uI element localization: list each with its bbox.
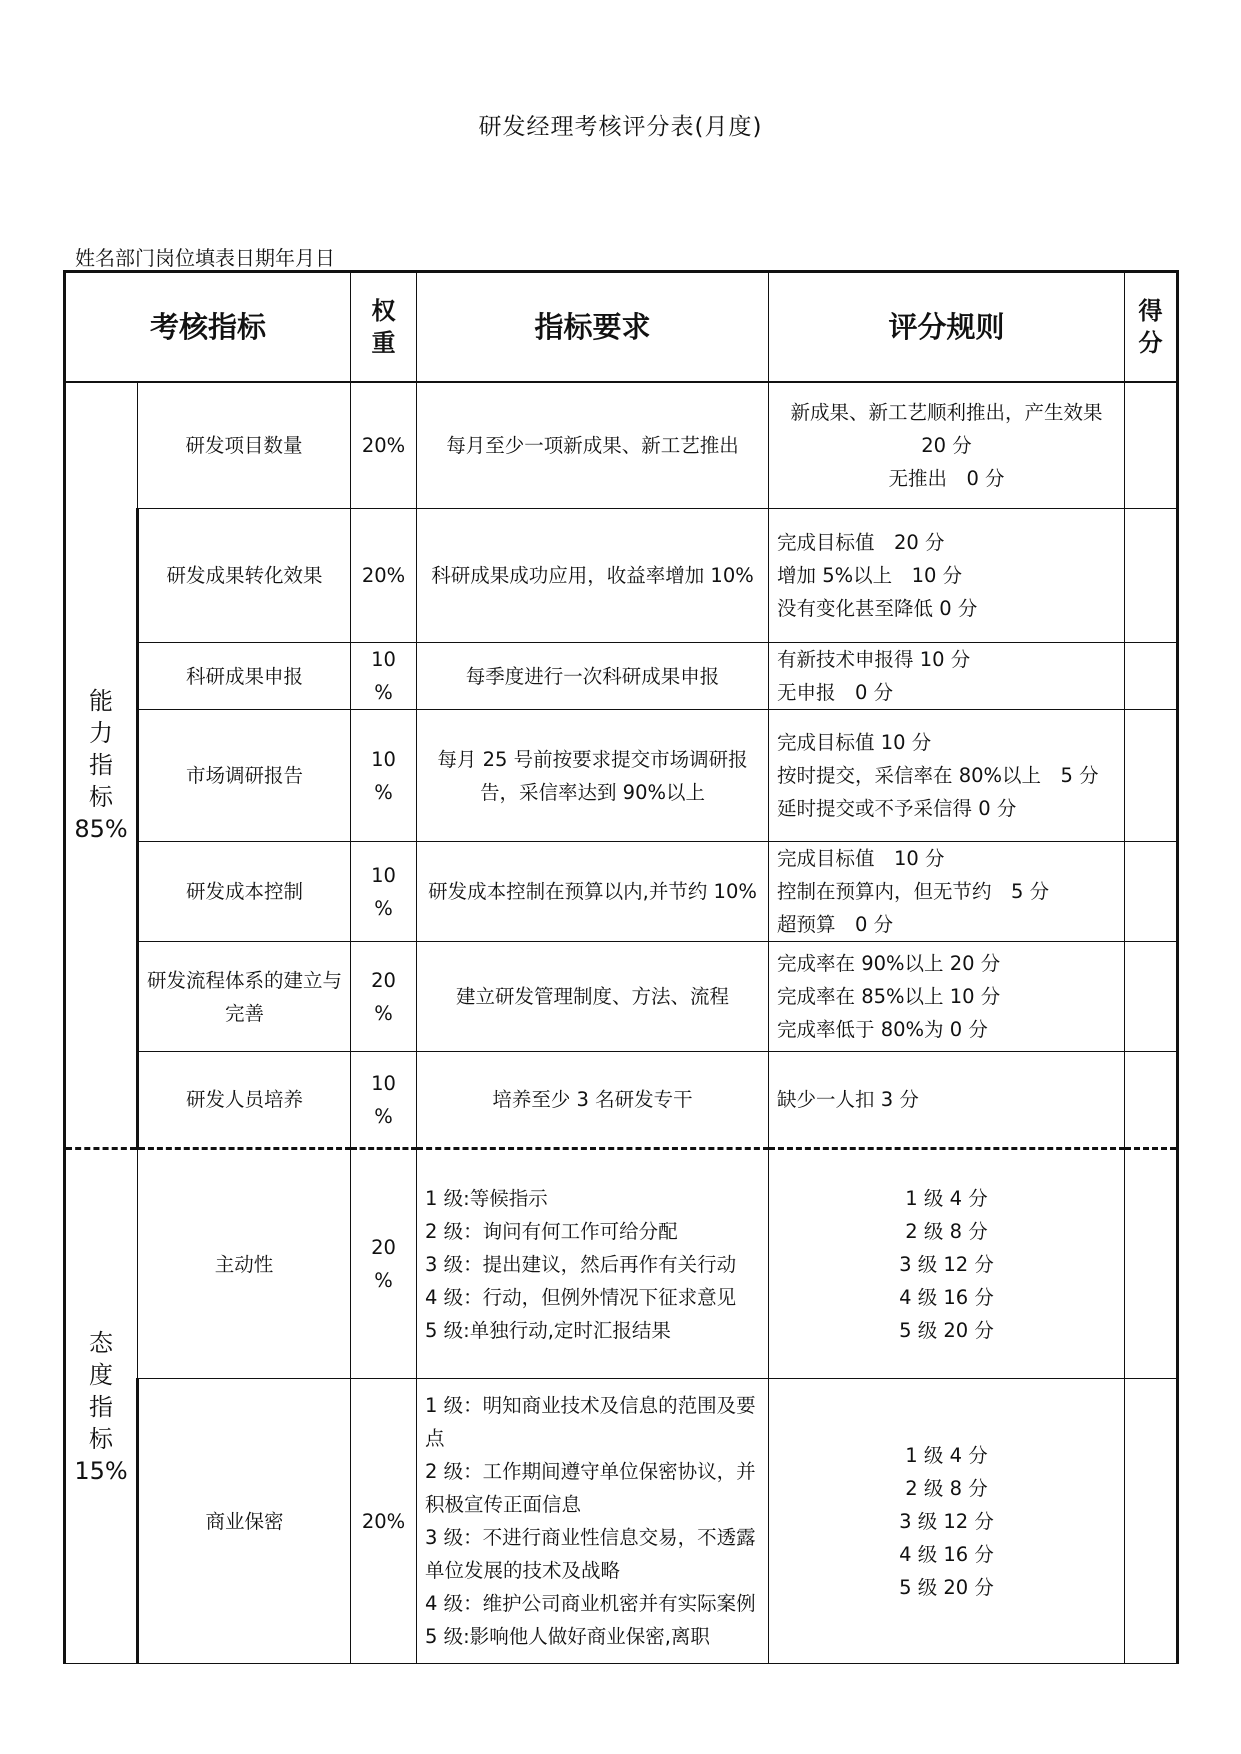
- indicator-name: 研发成果转化效果: [138, 509, 351, 643]
- scoring-rules: 新成果、新工艺顺利推出，产生效果 20 分 无推出 0 分: [769, 382, 1125, 509]
- indicator-weight: 20 %: [351, 1149, 417, 1379]
- table-row: [65, 1052, 1178, 1149]
- indicator-name: 研发人员培养: [138, 1052, 351, 1149]
- indicator-requirement: 1 级:等候指示 2 级：询问有何工作可给分配 3 级：提出建议，然后再作有关行动 4 级：行动，但例外情况下征求意见 5 级:单独行动,定时汇报结果: [417, 1149, 769, 1379]
- score-cell[interactable]: [1125, 509, 1178, 643]
- scoring-rules: 完成率在 90%以上 20 分 完成率在 85%以上 10 分 完成率低于 80%为 0 分: [769, 942, 1125, 1052]
- indicator-requirement: 每月至少一项新成果、新工艺推出: [417, 382, 769, 509]
- indicator-name: 研发流程体系的建立与完善: [138, 942, 351, 1052]
- indicator-weight: 10 %: [351, 842, 417, 942]
- indicator-name: 科研成果申报: [138, 643, 351, 710]
- indicator-weight: 20 %: [351, 942, 417, 1052]
- indicator-weight: 10 %: [351, 643, 417, 710]
- indicator-name: 研发项目数量: [138, 382, 351, 509]
- header-requirement: 指标要求: [417, 272, 769, 382]
- category-attitude: 态 度 指 标 15%: [65, 1149, 138, 1664]
- scoring-rules: 有新技术申报得 10 分 无申报 0 分: [769, 643, 1125, 710]
- assessment-table: [63, 270, 1179, 1664]
- indicator-name: 市场调研报告: [138, 710, 351, 842]
- indicator-name: 研发成本控制: [138, 842, 351, 942]
- category-ability: 能 力 指 标 85%: [65, 382, 138, 1149]
- indicator-requirement: 1 级：明知商业技术及信息的范围及要点 2 级：工作期间遵守单位保密协议，并积极宣传正面信息 3 级：不进行商业性信息交易，不透露单位发展的技术及战略 4 级：维护公司商业机密并有实际案例 5 级:影响他人做好商业保密,离职: [417, 1379, 769, 1664]
- table-row: [65, 1149, 1178, 1379]
- table-row: [65, 1379, 1178, 1664]
- score-cell[interactable]: [1125, 842, 1178, 942]
- scoring-rules: 完成目标值 20 分 增加 5%以上 10 分 没有变化甚至降低 0 分: [769, 509, 1125, 643]
- indicator-requirement: 建立研发管理制度、方法、流程: [417, 942, 769, 1052]
- document-title: 研发经理考核评分表(月度): [478, 114, 763, 140]
- scoring-rules: 完成目标值 10 分 控制在预算内，但无节约 5 分 超预算 0 分: [769, 842, 1125, 942]
- score-cell[interactable]: [1125, 643, 1178, 710]
- score-cell[interactable]: [1125, 382, 1178, 509]
- indicator-requirement: 每季度进行一次科研成果申报: [417, 643, 769, 710]
- scoring-rules: 1 级 4 分 2 级 8 分 3 级 12 分 4 级 16 分 5 级 20 分: [769, 1149, 1125, 1379]
- scoring-rules: 1 级 4 分 2 级 8 分 3 级 12 分 4 级 16 分 5 级 20 分: [769, 1379, 1125, 1664]
- score-cell[interactable]: [1125, 1052, 1178, 1149]
- table-header-row: [65, 272, 1178, 382]
- scoring-rules: 缺少一人扣 3 分: [769, 1052, 1125, 1149]
- score-cell[interactable]: [1125, 710, 1178, 842]
- table-row: [65, 942, 1178, 1052]
- indicator-weight: 20%: [351, 1379, 417, 1664]
- table-row: [65, 509, 1178, 643]
- indicator-requirement: 科研成果成功应用，收益率增加 10%: [417, 509, 769, 643]
- header-indicator: 考核指标: [65, 272, 351, 382]
- indicator-weight: 20%: [351, 382, 417, 509]
- table-row: [65, 382, 1178, 509]
- table-row: [65, 842, 1178, 942]
- header-score: 得 分: [1125, 272, 1178, 382]
- indicator-requirement: 每月 25 号前按要求提交市场调研报告，采信率达到 90%以上: [417, 710, 769, 842]
- score-cell[interactable]: [1125, 1149, 1178, 1379]
- indicator-weight: 10 %: [351, 710, 417, 842]
- indicator-requirement: 研发成本控制在预算以内,并节约 10%: [417, 842, 769, 942]
- indicator-name: 主动性: [138, 1149, 351, 1379]
- score-cell[interactable]: [1125, 942, 1178, 1052]
- header-weight: 权 重: [351, 272, 417, 382]
- header-rules: 评分规则: [769, 272, 1125, 382]
- form-meta-line: 姓名部门岗位填表日期年月日: [75, 246, 335, 270]
- table-row: [65, 643, 1178, 710]
- indicator-requirement: 培养至少 3 名研发专干: [417, 1052, 769, 1149]
- scoring-rules: 完成目标值 10 分 按时提交，采信率在 80%以上 5 分 延时提交或不予采信得 0 分: [769, 710, 1125, 842]
- indicator-name: 商业保密: [138, 1379, 351, 1664]
- indicator-weight: 20%: [351, 509, 417, 643]
- indicator-weight: 10 %: [351, 1052, 417, 1149]
- score-cell[interactable]: [1125, 1379, 1178, 1664]
- table-row: [65, 710, 1178, 842]
